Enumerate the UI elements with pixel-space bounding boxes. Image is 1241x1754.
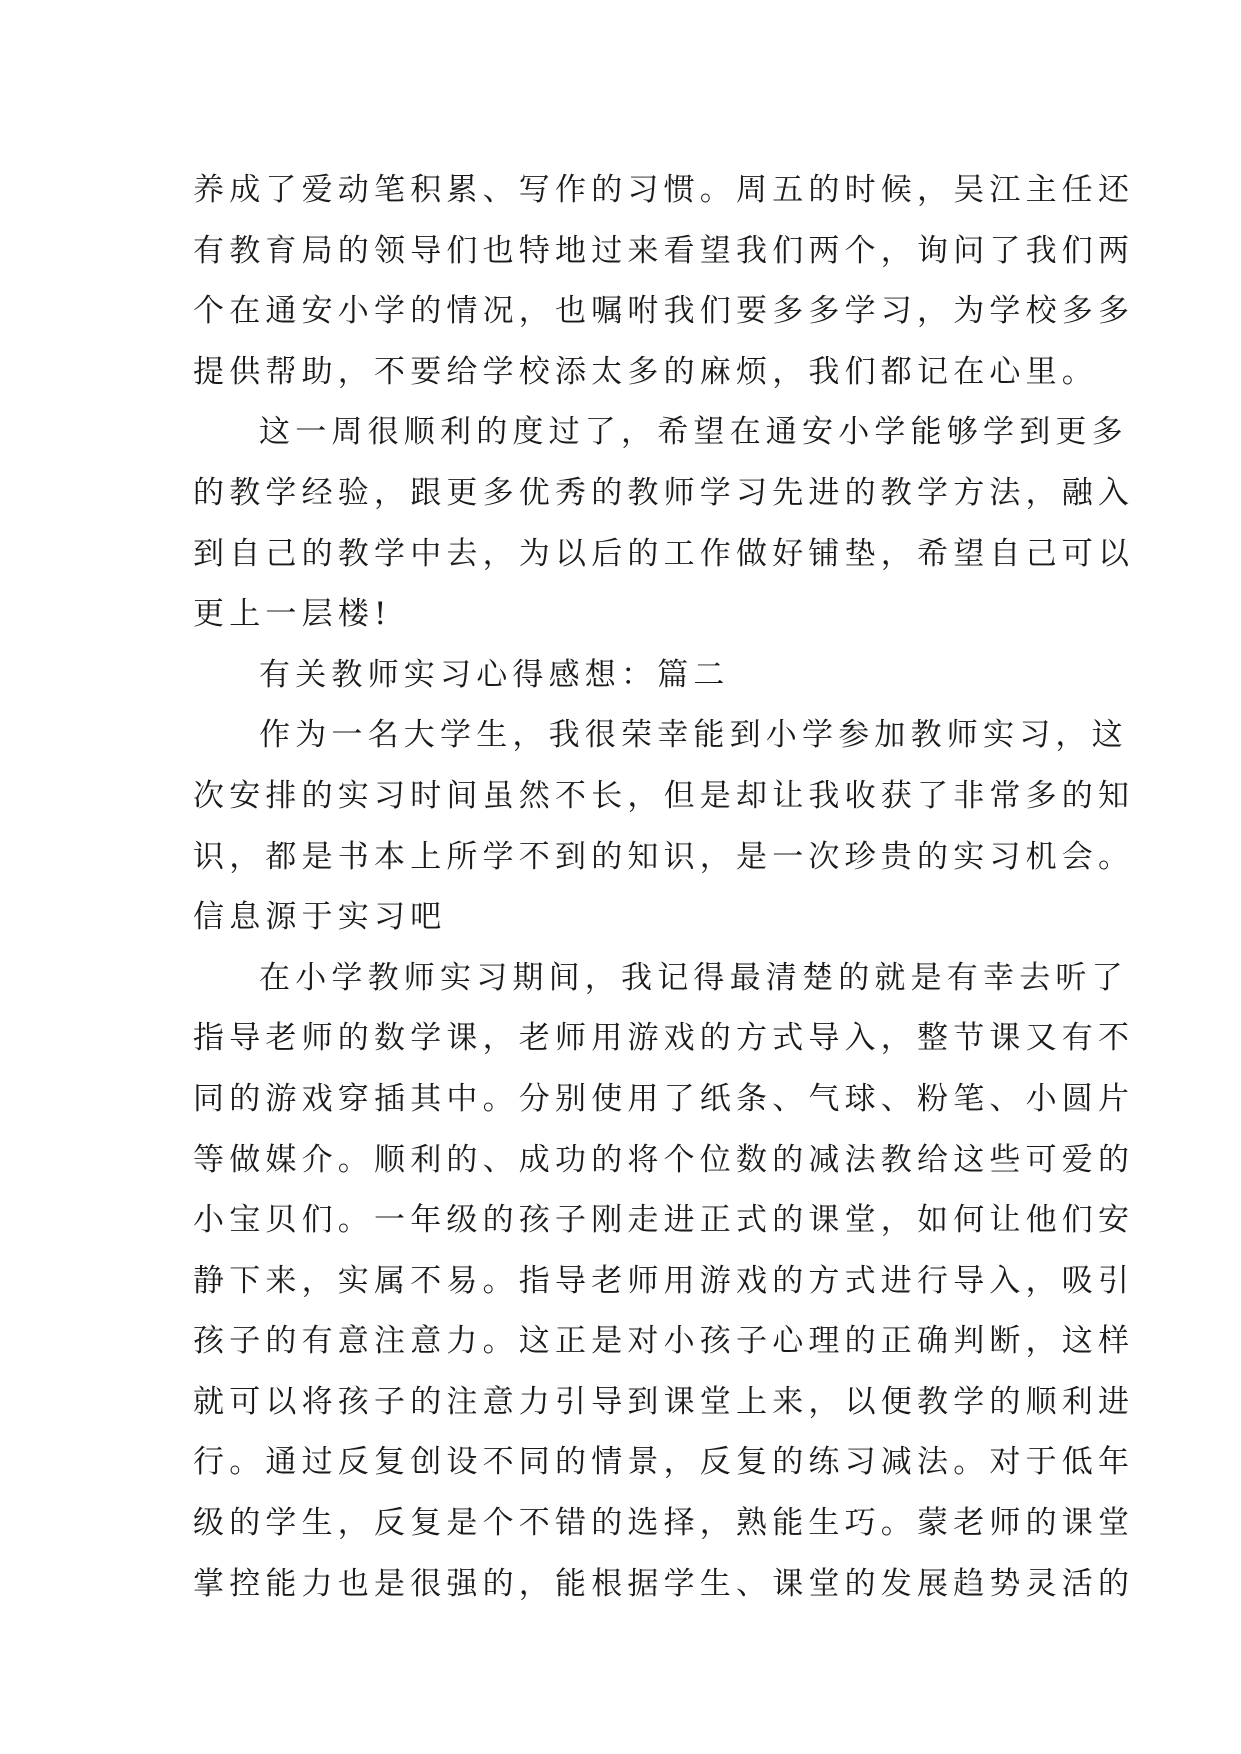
text-line: 到自己的教学中去，为以后的工作做好铺垫，希望自己可以 <box>193 535 1135 572</box>
text-line: 识，都是书本上所学不到的知识，是一次珍贵的实习机会。 <box>193 838 1135 875</box>
text-line: 个在通安小学的情况，也嘱咐我们要多多学习，为学校多多 <box>193 293 1135 330</box>
text-line: 小宝贝们。一年级的孩子刚走进正式的课堂，如何让他们安 <box>193 1202 1135 1239</box>
text-line: 等做媒介。顺利的、成功的将个位数的减法教给这些可爱的 <box>193 1141 1135 1178</box>
text-line: 有教育局的领导们也特地过来看望我们两个，询问了我们两 <box>193 232 1135 269</box>
text-line: 提供帮助，不要给学校添太多的麻烦，我们都记在心里。 <box>193 353 1098 390</box>
text-line: 同的游戏穿插其中。分别使用了纸条、气球、粉笔、小圆片 <box>193 1080 1135 1117</box>
text-line: 信息源于实习吧 <box>193 899 447 936</box>
text-line: 在小学教师实习期间，我记得最清楚的就是有幸去听了 <box>259 959 1128 996</box>
text-line: 的教学经验，跟更多优秀的教师学习先进的教学方法，融入 <box>193 474 1135 511</box>
text-line: 这一周很顺利的度过了，希望在通安小学能够学到更多 <box>259 414 1128 451</box>
text-line: 养成了爱动笔积累、写作的习惯。周五的时候，吴江主任还 <box>193 172 1135 208</box>
text-line: 行。通过反复创设不同的情景，反复的练习减法。对于低年 <box>193 1444 1135 1481</box>
text-line: 指导老师的数学课，老师用游戏的方式导入，整节课又有不 <box>193 1020 1135 1057</box>
text-line: 次安排的实习时间虽然不长，但是却让我收获了非常多的知 <box>193 777 1135 814</box>
text-line: 掌控能力也是很强的，能根据学生、课堂的发展趋势灵活的 <box>193 1565 1135 1602</box>
text-line: 孩子的有意注意力。这正是对小孩子心理的正确判断，这样 <box>193 1323 1135 1360</box>
text-line: 更上一层楼! <box>193 596 392 633</box>
section-heading: 有关教师实习心得感想：篇二 <box>259 656 730 693</box>
body-text <box>193 160 1135 1614</box>
text-line: 级的学生，反复是个不错的选择，熟能生巧。蒙老师的课堂 <box>193 1505 1135 1542</box>
text-line: 静下来，实属不易。指导老师用游戏的方式进行导入，吸引 <box>193 1262 1135 1299</box>
text-line: 就可以将孩子的注意力引导到课堂上来，以便教学的顺利进 <box>193 1383 1135 1420</box>
text-line: 作为一名大学生，我很荣幸能到小学参加教师实习，这 <box>259 717 1128 754</box>
